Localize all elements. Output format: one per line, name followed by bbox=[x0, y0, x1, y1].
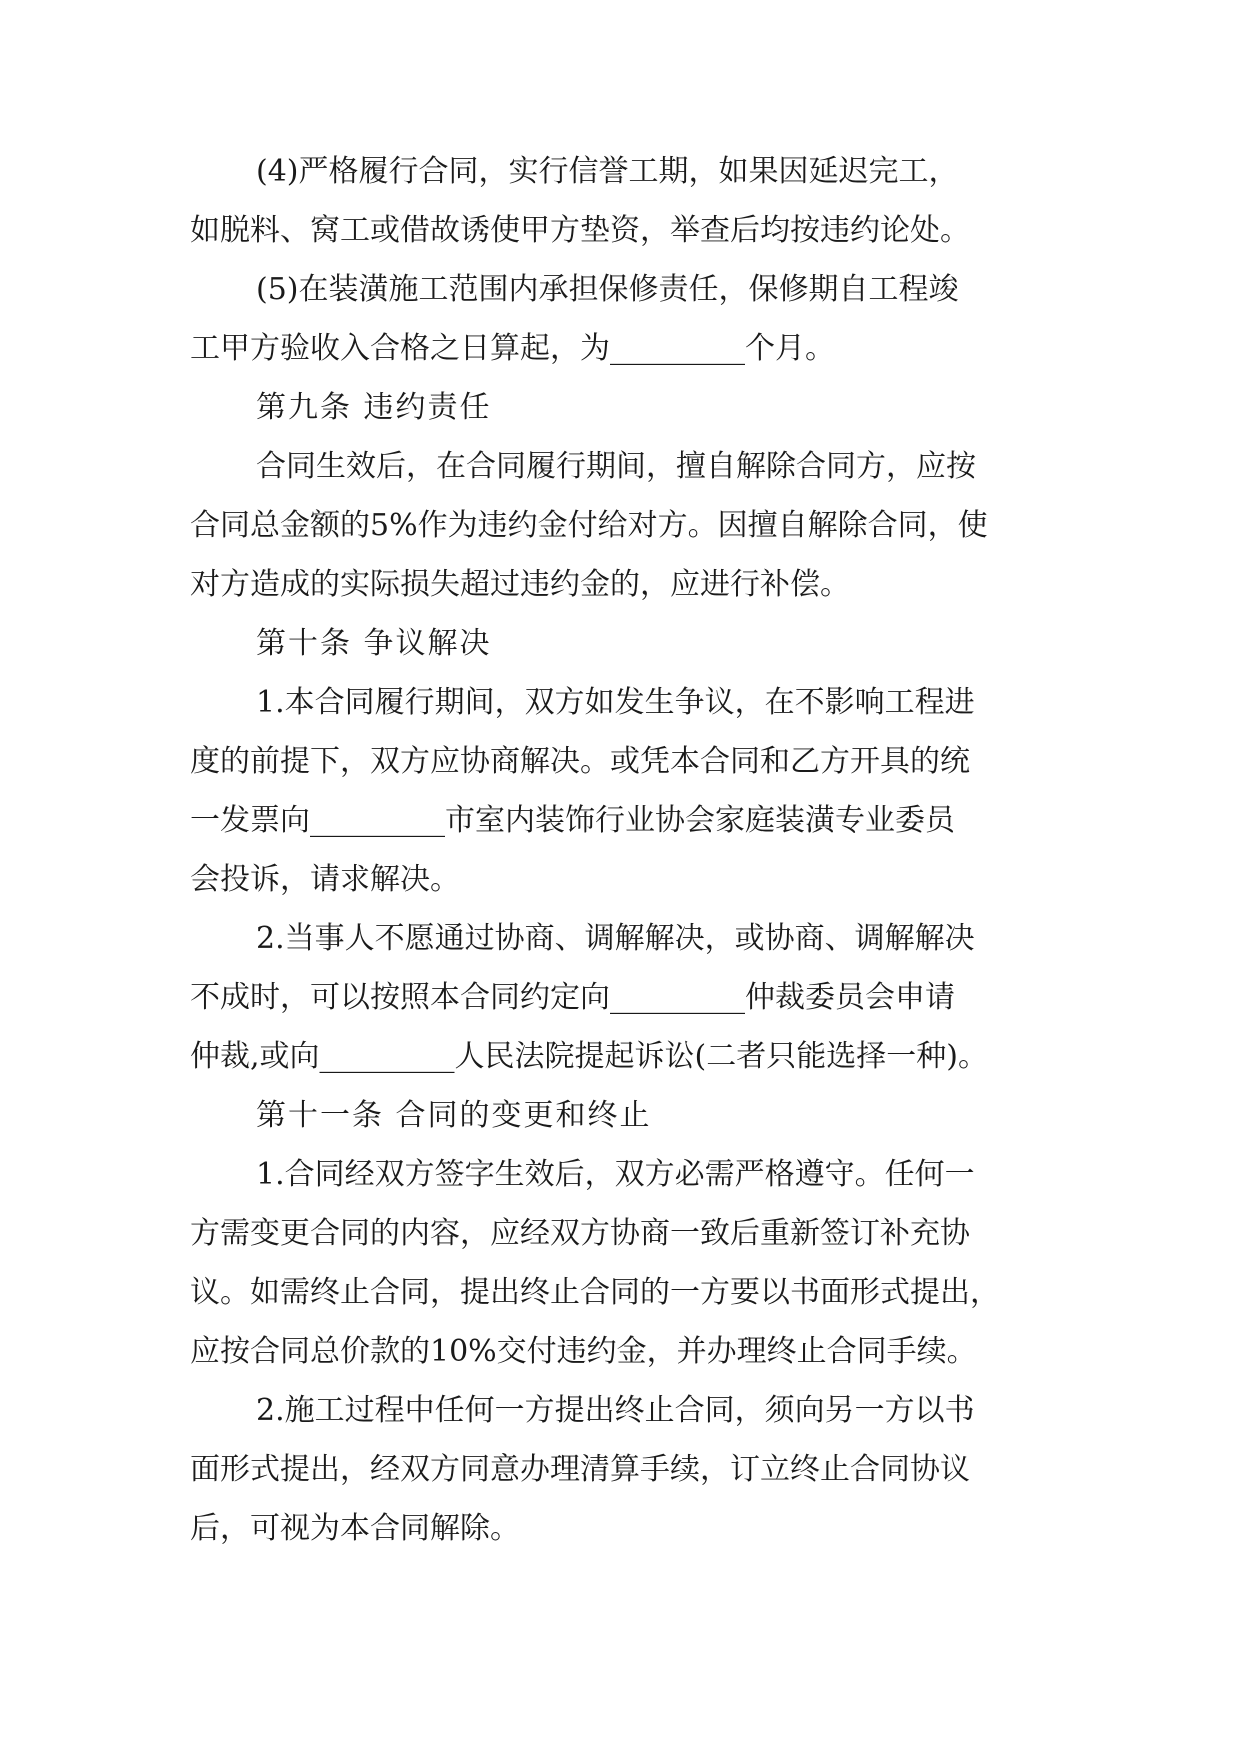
clause-10-item-1-line-2: 度的前提下，双方应协商解决。或凭本合同和乙方开具的统 bbox=[190, 744, 970, 779]
clause-11-item-2-line-2: 面形式提出，经双方同意办理清算手续，订立终止合同协议 bbox=[190, 1452, 970, 1487]
clause-11-heading: 第十一条 合同的变更和终止 bbox=[256, 1098, 652, 1133]
clause-10-heading: 第十条 争议解决 bbox=[256, 626, 492, 661]
clause-9-heading: 第九条 违约责任 bbox=[256, 390, 492, 425]
clause-10-item-2-line-1: 2.当事人不愿通过协商、调解解决，或协商、调解解决 bbox=[256, 921, 975, 956]
clause-11-item-1-line-3: 议。如需终止合同，提出终止合同的一方要以书面形式提出， bbox=[190, 1275, 1000, 1310]
clause-11-item-2-line-1: 2.施工过程中任何一方提出终止合同，须向另一方以书 bbox=[256, 1393, 975, 1428]
clause-11-item-1-line-1: 1.合同经双方签字生效后，双方必需严格遵守。任何一 bbox=[256, 1157, 975, 1192]
clause-9-line-1: 合同生效后，在合同履行期间，擅自解除合同方，应按 bbox=[256, 449, 976, 484]
clause-8-item-5-line-2: 工甲方验收入合格之日算起，为_________个月。 bbox=[190, 331, 835, 366]
clause-10-item-2-line-3: 仲裁,或向_________人民法院提起诉讼(二者只能选择一种)。 bbox=[190, 1039, 988, 1074]
clause-10-item-1-line-1: 1.本合同履行期间，双方如发生争议，在不影响工程进 bbox=[256, 685, 975, 720]
clause-10-item-1-line-4: 会投诉，请求解决。 bbox=[190, 862, 460, 897]
clause-9-line-2: 合同总金额的5%作为违约金付给对方。因擅自解除合同，使 bbox=[190, 508, 988, 543]
clause-8-item-5-line-1: (5)在装潢施工范围内承担保修责任，保修期自工程竣 bbox=[256, 272, 959, 307]
clause-10-item-2-line-2: 不成时，可以按照本合同约定向_________仲裁委员会申请 bbox=[190, 980, 955, 1015]
clause-10-item-1-line-3: 一发票向_________市室内装饰行业协会家庭装潢专业委员 bbox=[190, 803, 955, 838]
clause-8-item-4-line-2: 如脱料、窝工或借故诱使甲方垫资，举查后均按违约论处。 bbox=[190, 213, 970, 248]
clause-9-line-3: 对方造成的实际损失超过违约金的，应进行补偿。 bbox=[190, 567, 850, 602]
clause-8-item-4-line-1: (4)严格履行合同，实行信誉工期，如果因延迟完工， bbox=[256, 154, 959, 189]
clause-11-item-1-line-4: 应按合同总价款的10%交付违约金，并办理终止合同手续。 bbox=[190, 1334, 977, 1369]
clause-11-item-2-line-3: 后，可视为本合同解除。 bbox=[190, 1511, 520, 1546]
clause-11-item-1-line-2: 方需变更合同的内容，应经双方协商一致后重新签订补充协 bbox=[190, 1216, 970, 1251]
